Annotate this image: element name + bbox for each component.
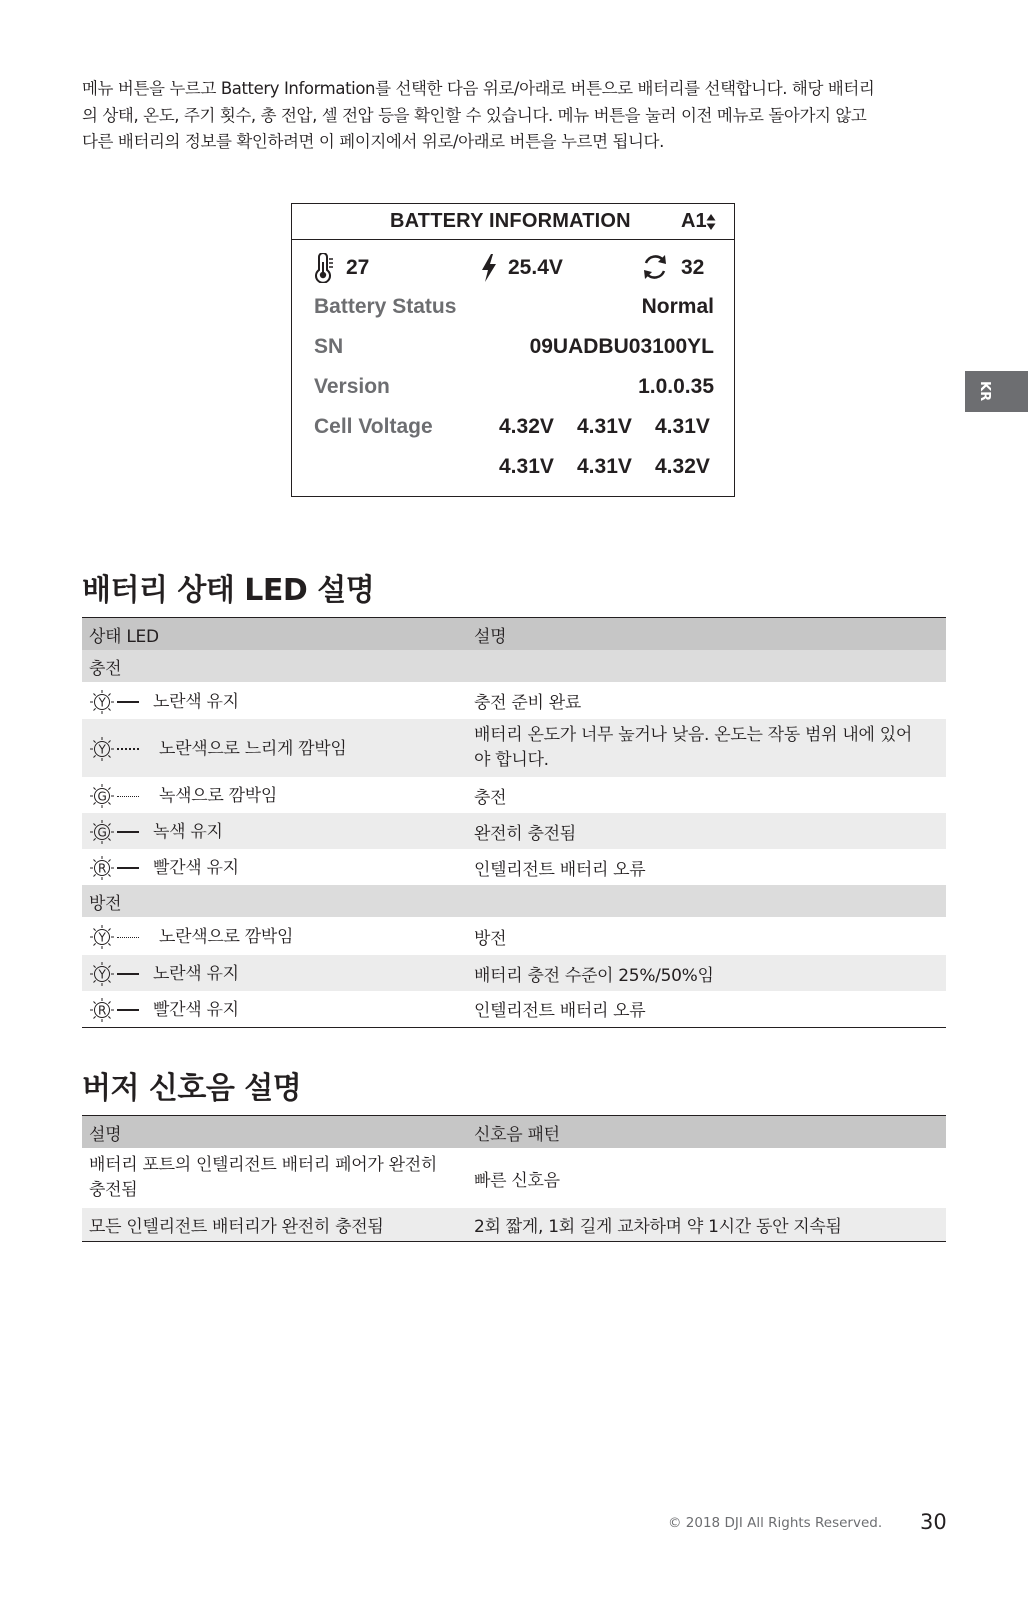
green-led-icon xyxy=(89,783,115,809)
led-state-cell xyxy=(82,777,467,813)
temperature-value: 27 xyxy=(346,256,370,279)
section-row-charging xyxy=(82,650,946,682)
red-led-icon xyxy=(89,997,115,1023)
solid-line-icon xyxy=(117,831,139,833)
battery-status-value: Normal xyxy=(641,295,714,318)
table-row xyxy=(82,719,946,777)
page-number: 30 xyxy=(920,1510,947,1534)
buzzer-desc-line: 배터리 포트의 인텔리전트 배터리 페어가 완전히 xyxy=(89,1155,437,1175)
battery-selected-id: A1 xyxy=(681,210,707,232)
solid-line-icon xyxy=(117,867,139,869)
cycles-value: 32 xyxy=(681,256,705,279)
section-label: 충전 xyxy=(82,650,946,682)
section-row-discharging xyxy=(82,885,946,917)
led-letter: Y xyxy=(98,967,106,982)
led-section-heading: 배터리 상태 LED 설명 xyxy=(82,573,375,608)
table-row xyxy=(82,777,946,813)
cell-voltage-value: 4.31V xyxy=(577,415,632,438)
led-state-cell xyxy=(82,955,467,991)
intro-line: 의 상태, 온도, 주기 횟수, 총 전압, 셀 전압 등을 확인할 수 있습니다. 메뉴 버튼을 눌러 이전 메뉴로 돌아가지 않고 xyxy=(82,105,867,125)
led-state-cell xyxy=(82,719,467,777)
cell-voltage-value: 4.31V xyxy=(577,455,632,478)
led-status-table xyxy=(82,617,946,1028)
cell-voltage-label: Cell Voltage xyxy=(314,415,433,438)
led-letter: G xyxy=(97,825,107,840)
led-letter: R xyxy=(97,861,107,876)
table-header-row xyxy=(82,618,946,651)
buzzer-desc-cell xyxy=(82,1148,467,1208)
led-state-text: 노란색 유지 xyxy=(153,964,239,984)
table-row xyxy=(82,849,946,885)
cell-voltage-value: 4.31V xyxy=(499,455,554,478)
led-letter: Y xyxy=(98,930,106,945)
led-state-cell xyxy=(82,682,467,719)
cell-voltage-value: 4.31V xyxy=(655,415,710,438)
led-desc-cell: 인텔리전트 배터리 오류 xyxy=(467,849,946,885)
cell-voltage-value: 4.32V xyxy=(499,415,554,438)
sn-label: SN xyxy=(314,335,344,358)
table-row xyxy=(82,1148,946,1208)
cell-voltage-value: 4.32V xyxy=(655,455,710,478)
column-header: 설명 xyxy=(467,618,946,651)
red-led-icon xyxy=(89,855,115,881)
led-desc-cell: 인텔리전트 배터리 오류 xyxy=(467,991,946,1027)
led-state-text: 노란색으로 느리게 깜박임 xyxy=(159,739,347,759)
led-state-text: 녹색 유지 xyxy=(153,822,223,842)
led-state-cell xyxy=(82,813,467,849)
led-desc-cell xyxy=(467,719,946,777)
language-side-tab xyxy=(965,371,1028,412)
buzzer-section-heading: 버저 신호음 설명 xyxy=(82,1071,302,1106)
version-label: Version xyxy=(314,375,390,398)
intro-paragraph xyxy=(82,76,954,156)
blink-dots-icon xyxy=(117,937,139,938)
buzzer-table xyxy=(82,1115,946,1242)
intro-line: 메뉴 버튼을 누르고 Battery Information를 선택한 다음 위로/아래로 버튼으로 배터리를 선택합니다. 해당 배터리 xyxy=(82,79,875,98)
solid-line-icon xyxy=(117,973,139,975)
table-row xyxy=(82,917,946,955)
solid-line-icon xyxy=(117,701,139,703)
battery-status-label: Battery Status xyxy=(314,295,457,318)
solid-line-icon xyxy=(117,1009,139,1011)
led-state-cell xyxy=(82,991,467,1027)
buzzer-pattern-cell: 빠른 신호음 xyxy=(467,1148,946,1208)
led-desc-cell: 충전 준비 완료 xyxy=(467,682,946,719)
column-header: 설명 xyxy=(82,1116,467,1149)
section-label: 방전 xyxy=(82,885,946,917)
led-state-cell xyxy=(82,849,467,885)
led-state-text: 녹색으로 깜박임 xyxy=(159,786,277,806)
table-row xyxy=(82,682,946,719)
battery-info-panel xyxy=(291,203,735,497)
led-desc-line: 배터리 온도가 너무 높거나 낮음. 온도는 작동 범위 내에 있어 xyxy=(474,725,912,745)
led-state-text: 빨간색 유지 xyxy=(153,858,239,878)
battery-panel-header xyxy=(292,204,734,240)
column-header: 신호음 패턴 xyxy=(467,1116,946,1149)
table-row xyxy=(82,813,946,849)
cycle-arrows-icon xyxy=(641,253,669,281)
up-down-arrows-icon xyxy=(706,213,716,231)
led-desc-cell: 완전히 충전됨 xyxy=(467,813,946,849)
led-state-text: 노란색으로 깜박임 xyxy=(159,927,294,947)
lightning-bolt-icon xyxy=(480,253,498,283)
buzzer-pattern-cell: 2회 짧게, 1회 길게 교차하며 약 1시간 동안 지속됨 xyxy=(467,1208,946,1241)
led-state-text: 빨간색 유지 xyxy=(153,999,239,1020)
intro-line: 다른 배터리의 정보를 확인하려면 이 페이지에서 위로/아래로 버튼을 누르면 됩니다. xyxy=(82,132,664,151)
led-state-text: 노란색 유지 xyxy=(153,691,239,712)
led-letter: Y xyxy=(98,742,106,757)
led-desc-line: 야 합니다. xyxy=(474,750,549,770)
thermometer-icon xyxy=(312,253,336,283)
copyright-text: © 2018 DJI All Rights Reserved. xyxy=(668,1515,883,1531)
column-header: 상태 LED xyxy=(82,618,467,651)
sn-value: 09UADBU03100YL xyxy=(529,335,714,358)
green-led-icon xyxy=(89,819,115,845)
led-letter: G xyxy=(97,789,107,804)
led-desc-cell: 방전 xyxy=(467,917,946,955)
battery-panel-title: BATTERY INFORMATION xyxy=(390,210,631,232)
version-value: 1.0.0.35 xyxy=(638,375,714,398)
buzzer-desc-cell: 모든 인텔리전트 배터리가 완전히 충전됨 xyxy=(82,1208,467,1241)
table-row xyxy=(82,955,946,991)
led-desc-cell: 배터리 충전 수준이 25%/50%임 xyxy=(467,955,946,991)
language-tab-label: KR xyxy=(977,381,992,402)
led-desc-cell: 충전 xyxy=(467,777,946,813)
led-letter: R xyxy=(97,1003,107,1018)
blink-dots-icon xyxy=(117,796,139,797)
yellow-led-icon xyxy=(89,736,115,762)
yellow-led-icon xyxy=(89,924,115,950)
voltage-value: 25.4V xyxy=(508,256,563,279)
table-row xyxy=(82,1208,946,1241)
yellow-led-icon xyxy=(89,689,115,715)
yellow-led-icon xyxy=(89,961,115,987)
table-header-row xyxy=(82,1116,946,1149)
led-state-cell xyxy=(82,917,467,955)
led-letter: Y xyxy=(98,695,106,709)
buzzer-desc-line: 충전됨 xyxy=(89,1180,138,1200)
slow-blink-dots-icon xyxy=(117,748,139,750)
table-row xyxy=(82,991,946,1027)
